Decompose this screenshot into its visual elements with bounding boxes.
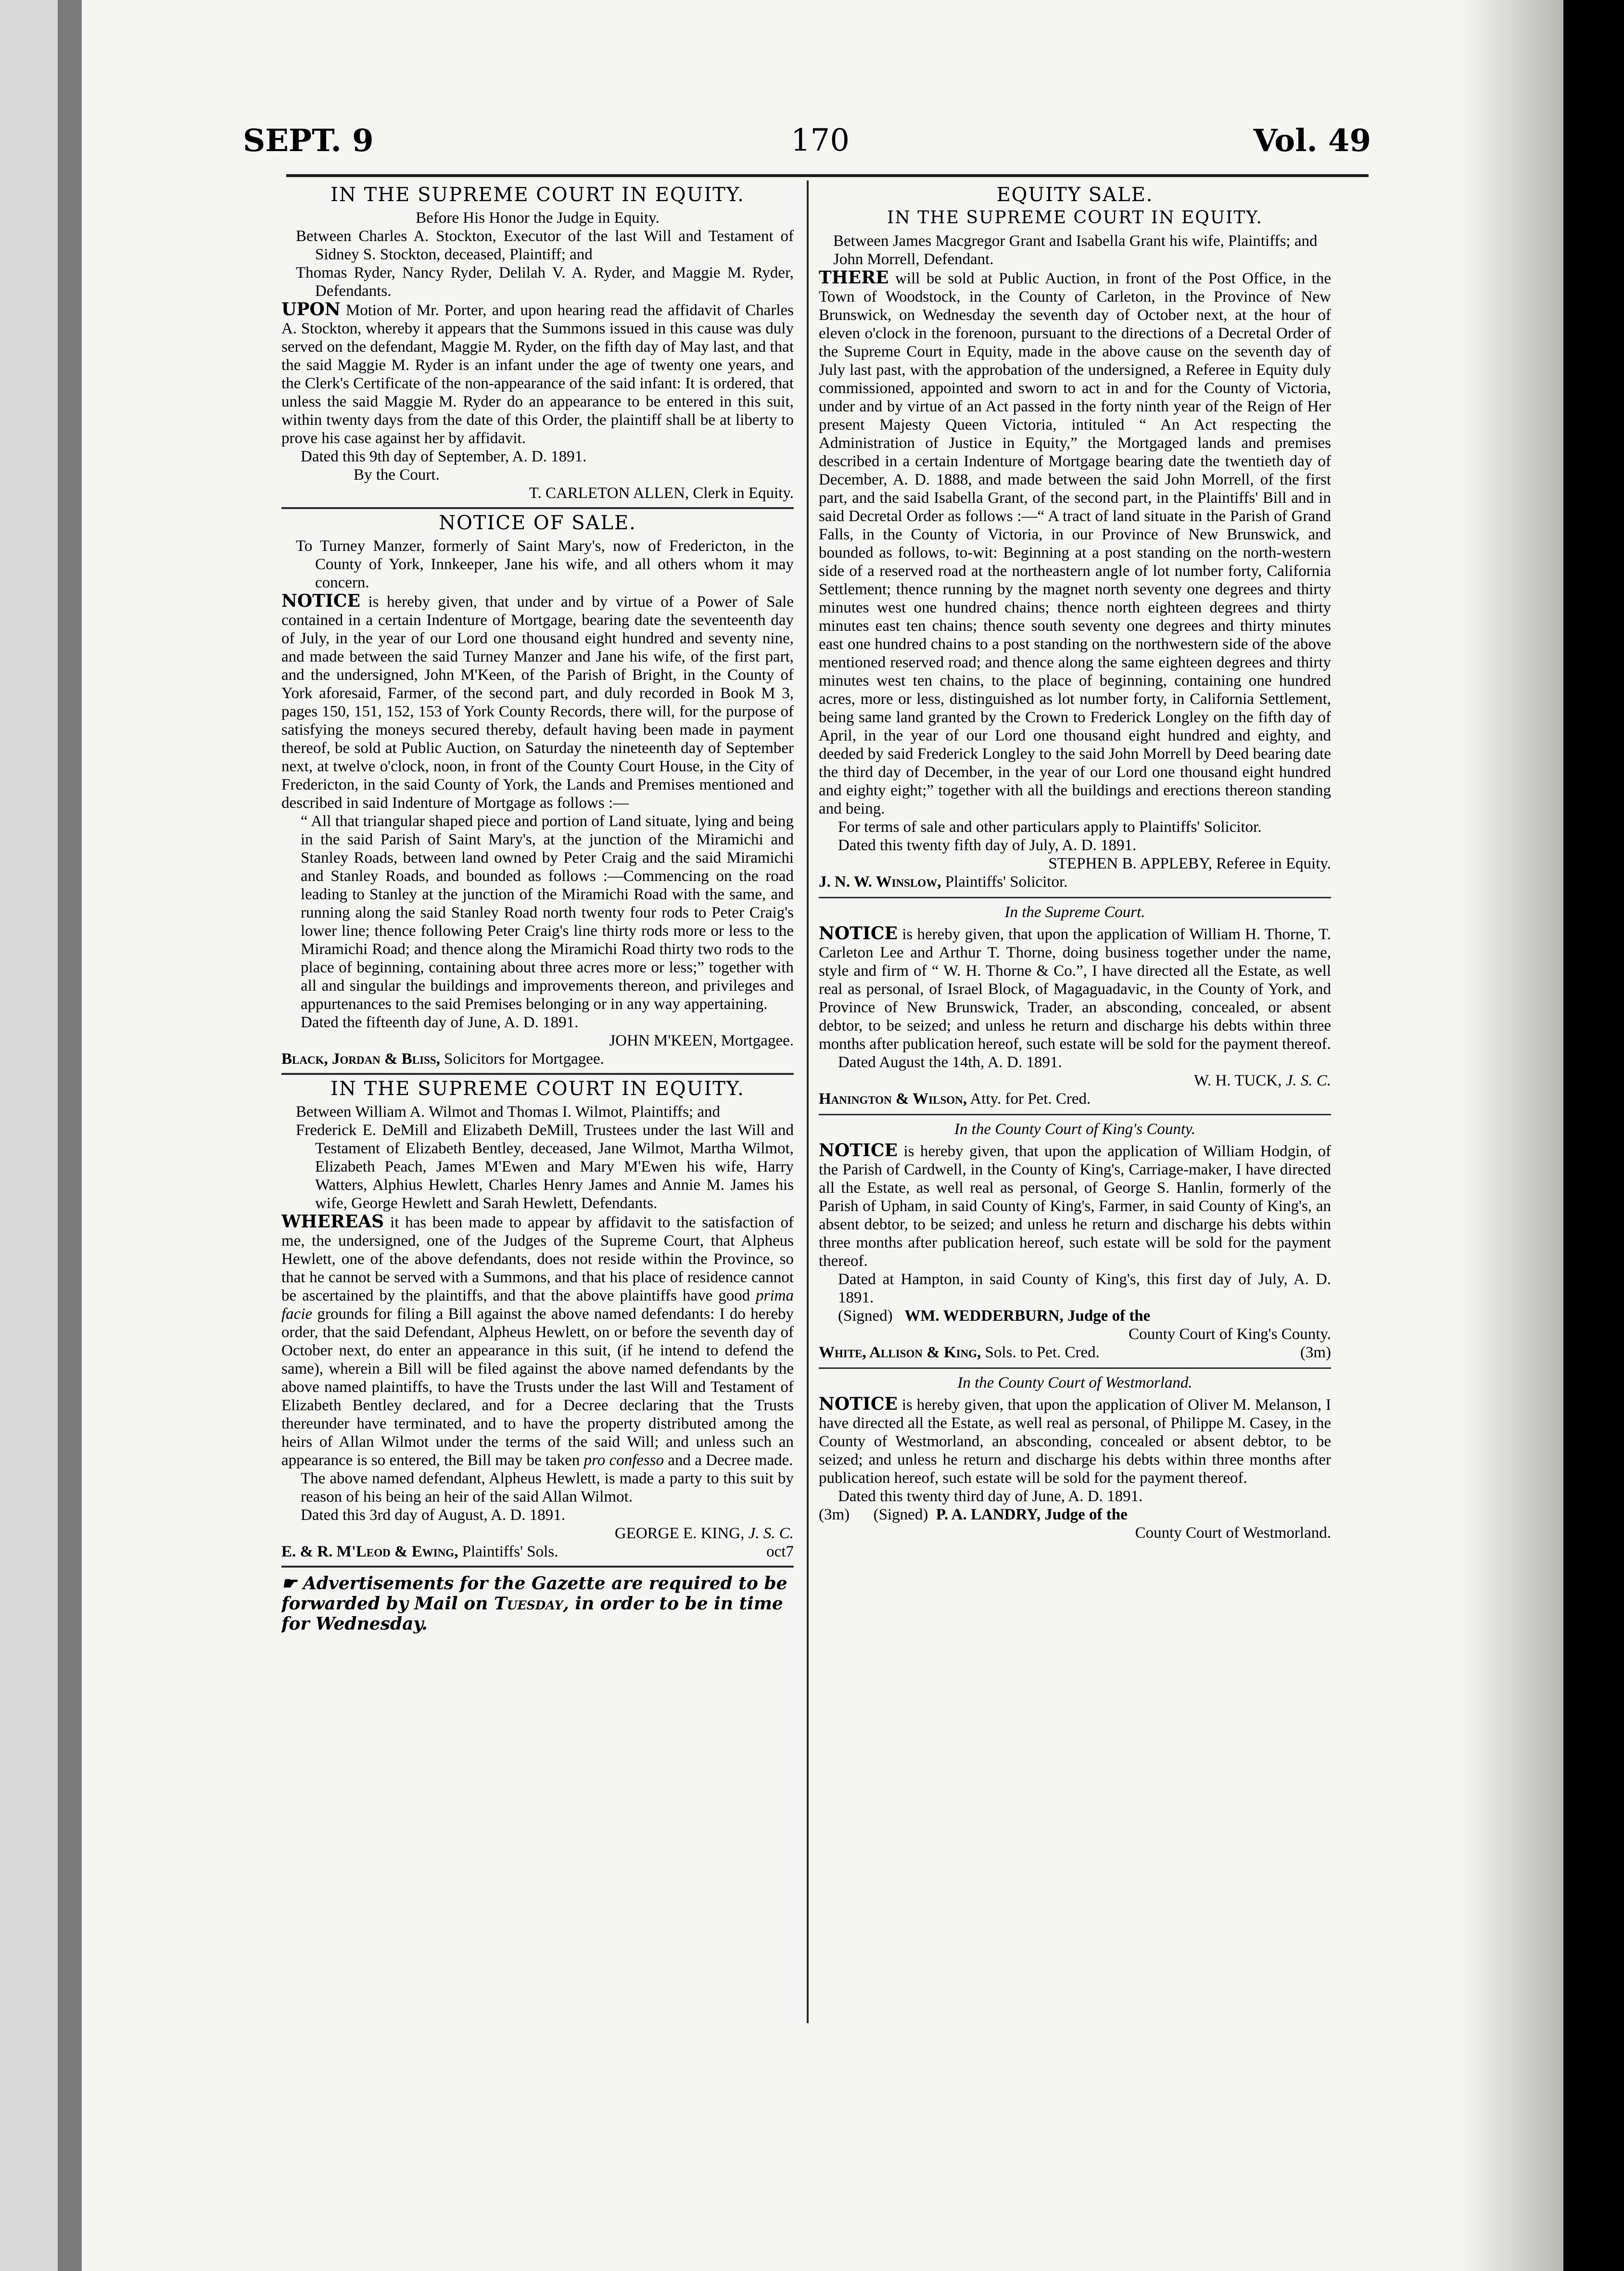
term-code: (3m): [1300, 1344, 1331, 1361]
party-note: The above named defendant, Alpheus Hewlett, is made a party to this suit by reason of his being an heir of the said Allan Wilmot.: [301, 1470, 794, 1505]
drop-word: THERE: [819, 268, 889, 288]
section-title: IN THE SUPREME COURT IN EQUITY.: [330, 184, 745, 206]
drop-word: NOTICE: [819, 1140, 898, 1161]
land-description: “ All that triangular shaped piece and portion of Land situate, lying and being in the said Parish of Saint Mary's, at the junction of the Miramichi and Stanley Roads, between land owned by Peter Craig and the said Miramichi and Stanley Roads, and bounded as follows :—Commencing on the road leading to Stanley at the junction of the Miramichi Road with the same, and running along the said Stanley Road north twenty four rods to Peter Craig's lower line; thence following Peter Craig's line thirty rods more or less to the Miramichi Road; and thence along the Miramichi Road thirty two rods to the place of beginning, containing about three acres more or less;” together with all and singular the buildings and improvements thereon, and privileges and appurtenances to the said Premises belonging or in any way appertaining.: [301, 813, 794, 1013]
solicitor-role: Plaintiffs' Solicitor.: [945, 873, 1068, 891]
right-column: [819, 183, 1331, 2107]
dated-line: Dated August the 14th, A. D. 1891.: [838, 1054, 1062, 1071]
judge-signature: [819, 1072, 1331, 1090]
solicitor-name: J. N. W. Winslow,: [819, 873, 941, 891]
notice-body: is hereby given, that upon the application of Oliver M. Melanson, I have directed all the Estate, as well real as personal, of Philippe M. Casey, in the County of Westmorland, an absconding, concealed or absent debtor, to be seized; and unless he return and discharge his debts within three months after publication hereof, such estate will be sold for the payment thereof.: [819, 1396, 1331, 1487]
dated-line: Dated at Hampton, in said County of King's, this first day of July, A. D. 1891.: [838, 1271, 1331, 1306]
judge-name: P. A. LANDRY, Judge of the: [936, 1506, 1128, 1523]
header-rule: [286, 174, 1369, 177]
before-line: Before His Honor the Judge in Equity.: [416, 209, 660, 227]
dated-line: Dated this 3rd day of August, A. D. 1891.: [301, 1506, 565, 1524]
notice-of-sale: [281, 514, 794, 1068]
advertisement-deadline-notice: [281, 1573, 794, 1634]
parties-defendant: Frederick E. DeMill and Elizabeth DeMill, Trustees under the last Will and Testament of Elizabeth Bentley, deceased, Jane Wilmot, Martha Wilmot, Elizabeth Peach, James M'Ewen and Mary M'Ewen his wife, Harry Watters, Alphius Hewlett, Charles Henry James and Annie M. James his wife, George Hewlett and Sarah Hewlett, Defendants.: [296, 1122, 794, 1212]
dated-line: Dated this twenty fifth day of July, A. D. 1891.: [838, 837, 1137, 854]
notice-body-a: it has been made to appear by affidavit to the satisfaction of me, the undersigned, one of the Judges of the Supreme Court, that Alpheus Hewlett, one of the above defendants, does not reside within the Province, so that he cannot be served with a Summons, and that his place of residence cannot be ascertained by the plaintiffs, and that the above plaintiffs have good: [281, 1214, 794, 1304]
drop-word: NOTICE: [819, 1394, 898, 1414]
section-rule: [281, 1566, 794, 1568]
supreme-court-wilmot-notice: [281, 1080, 794, 1561]
term-code: (3m): [819, 1506, 850, 1523]
solicitor-firm: Black, Jordan & Bliss,: [281, 1050, 440, 1068]
signed-label: (Signed): [873, 1506, 928, 1523]
pointing-hand-icon: ☛: [281, 1573, 297, 1594]
judge-court: County Court of King's County.: [1129, 1326, 1331, 1343]
equity-sale: [819, 186, 1331, 891]
judge-court: County Court of Westmorland.: [1135, 1524, 1331, 1542]
parties-plaintiff: Between Charles A. Stockton, Executor of the last Will and Testament of Sidney S. Stockton, deceased, Plaintiff; and: [296, 228, 794, 263]
parties-plaintiff: Between James Macgregor Grant and Isabella Grant his wife, Plaintiffs; and: [833, 232, 1318, 250]
kings-county-notice: [819, 1120, 1331, 1362]
section-rule: [819, 1367, 1331, 1369]
section-rule: [819, 1114, 1331, 1115]
latin-phrase: pro confesso: [584, 1452, 664, 1469]
dated-line: Dated this 9th day of September, A. D. 1891.: [301, 448, 587, 465]
solicitor-role: Sols. to Pet. Cred.: [985, 1344, 1100, 1361]
left-column: [281, 183, 794, 2107]
parties-plaintiff: Between William A. Wilmot and Thomas I. Wilmot, Plaintiffs; and: [296, 1103, 721, 1121]
mortgagee-signature: JOHN M'KEEN, Mortgagee.: [609, 1032, 794, 1049]
section-rule: [281, 1073, 794, 1075]
column-divider: [807, 180, 809, 2023]
supreme-court-block-notice: [819, 903, 1331, 1108]
court-caption: In the Supreme Court.: [1004, 904, 1145, 921]
judge-name: GEORGE E. KING,: [614, 1525, 745, 1542]
solicitor-role: Solicitors for Mortgagee.: [444, 1050, 604, 1068]
judge-name: WM. WEDDERBURN, Judge of the: [904, 1307, 1151, 1325]
ad-text-part1: Advertisements for the Gazette are required to be forwarded by Mail on: [281, 1573, 787, 1614]
judge-title: J. S. C.: [748, 1525, 794, 1542]
section-title: NOTICE OF SALE.: [439, 512, 636, 534]
scan-edge-shadow: [58, 0, 82, 2271]
clerk-signature: T. CARLETON ALLEN, Clerk in Equity.: [529, 485, 794, 502]
ad-tuesday: Tuesday,: [494, 1594, 569, 1614]
notice-body: is hereby given, that upon the application of William Hodgin, of the Parish of Cardwell, in the County of King's, Carriage-maker, I have directed all the Estate, as well real as personal, of George S. Hanlin, formerly of the Parish of Upham, in said County of King's, Farmer, in said County of King's, an absent debtor, to be seized; and unless he return and discharge his debts within three months after publication hereof, such estate will be sold for the payment thereof.: [819, 1143, 1331, 1270]
page-number: 170: [790, 123, 850, 158]
notice-body: will be sold at Public Auction, in front of the Post Office, in the Town of Woodstock, in the County of Carleton, in the Province of New Brunswick, on Wednesday the seventh day of October next, at the hour of eleven o'clock in the forenoon, pursuant to the directions of a Decretal Order of the Supreme Court in Equity, made in the above cause on the seventh day of July last past, with the approbation of the undersigned, a Referee in Equity duly commissioned, appointed and sworn to act in and for the County of Victoria, under and by virtue of an Act passed in the forty ninth year of the Reign of Her present Majesty Queen Victoria, intituled “ An Act respecting the Administration of Justice in Equity,” the Mortgaged lands and premises described in a certain Indenture of Mortgage bearing date the twentieth day of December, A. D. 1888, and made between the said John Morrell, of the first part, and the said Isabella Grant, of the second part, in the Plaintiffs' Bill and in said Decretal Order as follows :—“ A tract of land situate in the Parish of Grand Falls, in the County of Victoria, in our Province of New Brunswick, and bounded as follows, to-wit: Beginning at a post standing on the north-western side of a reserved road at the northeastern angle of lot number forty, California Settlement; thence running by the magnet north seventy one degrees and thirty minutes west one hundred chains; thence north eighteen degrees and thirty minutes east ten chains; thence south seventy one degrees and thirty minutes east one hundred chains to a post standing on the northwestern side of the above mentioned reserved road; and thence along the same eighteen degrees and thirty minutes west ten chains, to the place of beginning, containing one hundred acres, more or less, distinguished as lot number forty, in California Settlement, being same land granted by the Crown to Frederick Longley on the fifth day of April, in the year of our Lord one thousand eight hundred and eighty, and deeded by said Frederick Longley to the said John Morrell by Deed bearing date the third day of December, in the year of our Lord one thousand eight hundred and eighty eight;” together with all the buildings and erections thereon standing and being.: [819, 270, 1331, 817]
notice-body: is hereby given, that upon the application of William H. Thorne, T. Carleton Lee and Arthur T. Thorne, doing business together under the name, style and firm of “ W. H. Thorne & Co.”, I have directed all the Estate, as well real as personal, of Israel Block, of Magaguadavic, in the County of York, and Province of New Brunswick, Trader, an absconding, concealed, or absent debtor, to be seized; and unless he return and discharge his debts within three months after publication hereof, such estate will be sold for the payment thereof.: [819, 926, 1331, 1053]
drop-word: WHEREAS: [281, 1212, 384, 1232]
issue-date: SEPT. 9: [243, 123, 374, 159]
expiry-code: oct7: [766, 1543, 794, 1560]
section-title: IN THE SUPREME COURT IN EQUITY.: [330, 1078, 745, 1100]
section-title: EQUITY SALE.: [996, 184, 1154, 206]
page-fold-shadow: [1462, 0, 1563, 2271]
court-caption: In the County Court of King's County.: [954, 1121, 1196, 1138]
referee-signature: STEPHEN B. APPLEBY, Referee in Equity.: [1048, 855, 1331, 872]
notice-addressee: To Turney Manzer, formerly of Saint Mary's, now of Fredericton, in the County of York, Innkeeper, Jane his wife, and all others whom it may concern.: [296, 537, 794, 591]
dated-line: Dated this twenty third day of June, A. D. 1891.: [838, 1488, 1143, 1505]
supreme-court-stockton-notice: [281, 186, 794, 502]
ad-text-part2: in order to be in time for Wednesday.: [281, 1594, 783, 1634]
court-caption: In the County Court of Westmorland.: [957, 1374, 1193, 1391]
dated-line: Dated the fifteenth day of June, A. D. 1891.: [301, 1014, 579, 1031]
drop-word: NOTICE: [819, 923, 898, 944]
solicitor-firm: E. & R. M'Leod & Ewing,: [281, 1543, 458, 1560]
scan-background-right: [1563, 0, 1624, 2271]
section-rule: [281, 507, 794, 509]
volume-number: Vol. 49: [1253, 123, 1371, 159]
terms-line: For terms of sale and other particulars apply to Plaintiffs' Solicitor.: [838, 818, 1262, 836]
signed-label: (Signed): [838, 1307, 893, 1325]
notice-body: Motion of Mr. Porter, and upon hearing read the affidavit of Charles A. Stockton, whereby it appears that the Summons issued in this cause was duly served on the defendant, Maggie M. Ryder, on the fifth day of May last, and that the said Maggie M. Ryder is an infant under the age of twenty one years, and the Clerk's Certificate of the non-appearance of the said infant: It is ordered, that unless the said Maggie M. Ryder do an appearance to be entered in this suit, within twenty days from the date of this Order, the plaintiff shall be at liberty to prove his case against her by affidavit.: [281, 302, 794, 447]
judge-name: W. H. TUCK,: [1193, 1072, 1282, 1089]
notice-body-c: and a Decree made.: [668, 1452, 793, 1469]
notice-body: is hereby given, that under and by virtue of a Power of Sale contained in a certain Indenture of Mortgage, bearing date the seventeenth day of July, in the year of our Lord one thousand eight hundred and seventy nine, and made between the said Turney Manzer and Jane his wife, of the first part, and the undersigned, John M'Keen, of the Parish of Bright, in the County of York aforesaid, Farmer, of the second part, and duly recorded in Book M 3, pages 150, 151, 152, 153 of York County Records, there will, for the purpose of satisfying the moneys secured thereby, default having been made in payment thereof, be sold at Public Auction, on Saturday the nineteenth day of September next, at twelve o'clock, noon, in front of the County Court House, in the City of Fredericton, in the said County of York, the Lands and Premises mentioned and described in said Indenture of Mortgage as follows :—: [281, 593, 794, 812]
parties-defendant: Thomas Ryder, Nancy Ryder, Delilah V. A. Ryder, and Maggie M. Ryder, Defendants.: [296, 264, 794, 300]
judge-title: J. S. C.: [1285, 1072, 1331, 1089]
attorney-role: Atty. for Pet. Cred.: [970, 1090, 1091, 1108]
by-court: By the Court.: [354, 466, 440, 484]
solicitor-role: Plaintiffs' Sols.: [462, 1543, 558, 1560]
westmorland-notice: [819, 1374, 1331, 1542]
drop-word: UPON: [281, 299, 341, 319]
judge-signature: [281, 1524, 794, 1543]
solicitor-firm: White, Allison & King,: [819, 1344, 981, 1361]
attorney-firm: Hanington & Wilson,: [819, 1090, 967, 1108]
notice-body-b: grounds for filing a Bill against the above named defendants: I do hereby order, that the said Defendant, Alpheus Hewlett, on or before the seventh day of October next, do enter an appearance in this suit, (if he intend to defend the same), wherein a Bill will be filed against the above named defendants by the above named plaintiffs, to have the Trusts under the last Will and Testament of Elizabeth Bentley declared, and for a Decree declaring that the Trusts thereunder have terminated, and to have the property distributed among the heirs of Allan Wilmot under the terms of the said Will; and unless such an appearance is so entered, the Bill may be taken: [281, 1305, 794, 1469]
section-subtitle: IN THE SUPREME COURT IN EQUITY.: [887, 208, 1263, 228]
section-rule: [819, 897, 1331, 898]
drop-word: NOTICE: [281, 591, 360, 611]
latin-phrase: prima facie: [281, 1287, 794, 1323]
parties-defendant: John Morrell, Defendant.: [833, 251, 994, 268]
